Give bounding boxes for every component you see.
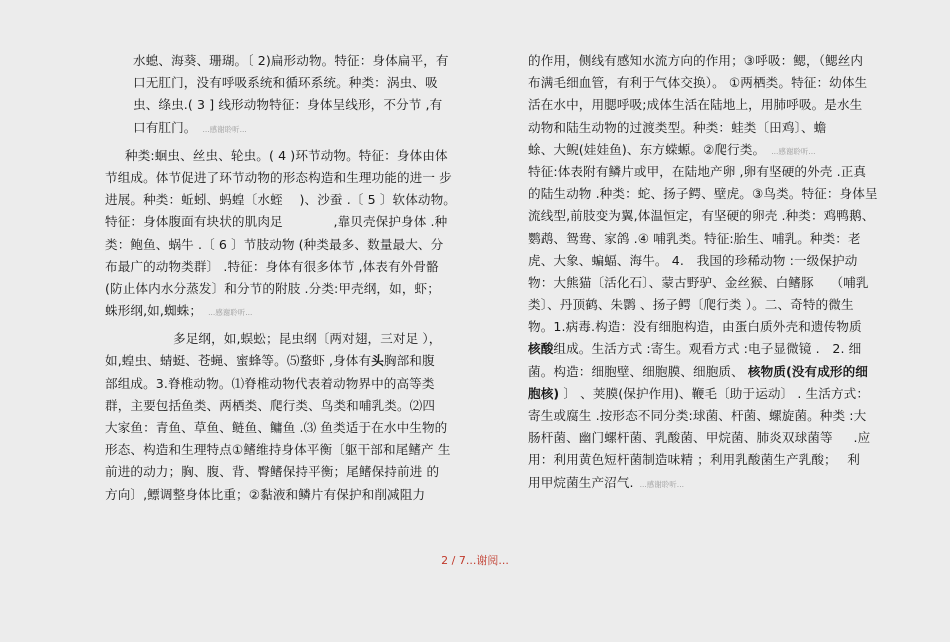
page-footer: 2 / 7...谢阅... [441,554,509,567]
text-span: 如,蝗虫、蜻蜓、苍蝇、蜜蜂等。⑸蝥虾 ,身体有 [105,353,372,369]
text-line [528,405,900,427]
text-line [105,417,477,439]
text-line [528,316,900,338]
text-span: 特征：身体腹面有块状的肌肉足 ,靠贝壳保护身体 .种 [105,214,448,230]
text-span: 的陆生动物 .种类：蛇、扬子鳄、壁虎。③鸟类。特征：身体呈 [528,186,878,202]
text-span: 口无肛门，没有呼吸系统和循环系统。种类：涡虫、吸 [133,75,438,91]
text-line [528,50,900,72]
text-span: 群，主要包括鱼类、两栖类、爬行类、鸟类和哺乳类。⑵四 [105,397,436,413]
text-span: 用甲烷菌生产沼气. [528,474,634,490]
text-span: 寄生或腐生 .按形态不同分类:球菌、杆菌、螺旋菌。种类 :大 [528,408,867,423]
thanks-note: ...感谢聆听... [639,479,684,489]
text-line [105,50,477,72]
thanks-note: ...感谢聆听... [208,308,253,318]
text-span: 部组成。3.脊椎动物。⑴脊椎动物代表着动物界中的高等类 [105,375,435,391]
text-line [105,395,477,417]
text-span: 口有肛门。 [133,119,197,135]
text-span: 物。1.病毒.构造：没有细胞构造，由蛋白质外壳和遗传物质 [528,319,862,335]
text-line [105,373,477,395]
text-span: 前进的动力；胸、腹、背、臀鳍保持平衡；尾鳍保持前进 的 [105,464,440,480]
text-line [105,278,477,300]
thanks-note: ...感谢聆听... [202,124,247,134]
bold-text: 胞核) [528,385,560,401]
text-line [528,117,900,139]
text-span: 种类:蛔虫、丝虫、轮虫。( 4 )环节动物。特征：身体由体 [125,147,448,163]
text-line [105,189,477,211]
text-span: 进展。种类：蚯蚓、蚂蝗〔水蛭 )、沙蚕 .〔 5 〕软体动物。 [105,192,456,208]
text-span: 活在水中，用腮呼吸;成体生活在陆地上，用肺呼吸。是水生 [528,97,863,113]
text-span: 的作用，侧线有感知水流方向的作用；③呼吸：鳃，（鳃丝内 [528,53,864,68]
text-span: 大家鱼：青鱼、草鱼、鲢鱼、鳙鱼 .⑶ 鱼类适于在水中生物的 [105,420,448,435]
text-line [105,72,477,94]
text-line [105,256,477,278]
text-span: 水螅、海葵、珊瑚。〔 2)扁形动物。特征：身体扁平，有 [133,53,449,68]
text-span: 多足纲，如,蜈蚣；昆虫纲〔两对翅，三对足 ）， [173,331,442,347]
thanks-note: ...感谢聆听... [771,146,816,156]
text-line [528,205,900,227]
text-line [105,94,477,116]
text-span: 类〕、丹顶鹤、朱鹮 、扬子鳄〔爬行类 ）。二、奇特的微生 [528,297,854,313]
text-line [528,72,900,94]
text-line [528,449,900,471]
text-line [105,461,477,483]
text-span: 物：大熊猫〔活化石〕、蒙古野驴、金丝猴、白鳍豚 （哺乳 [528,274,869,290]
text-span: 鹦鹉、鸳鸯、家鸽 .④ 哺乳类。特征:胎生、哺乳。种类：老 [528,230,861,246]
text-span: 蜍、大鲵(娃娃鱼)、东方蝾螈。②爬行类。 [528,141,766,157]
text-span: 方向〕,鳔调整身体比重；②黏液和鳞片有保护和削减阻力 [105,486,426,502]
text-line [105,484,477,506]
text-line [105,300,477,322]
text-line [105,117,477,139]
text-line [105,439,477,461]
right-text-column [528,50,900,494]
text-span: 动物和陆生动物的过渡类型。种类：蛙类〔田鸡〕、蟾 [528,119,827,135]
text-span: 蛛形纲,如,蜘蛛； [105,303,203,319]
text-line [105,234,477,256]
text-line [105,167,477,189]
text-span: 类：鲍鱼、蜗牛 .〔 6 〕节肢动物 (种类最多、数量最大、分 [105,236,444,252]
text-span: 肠杆菌、幽门螺杆菌、乳酸菌、甲烷菌、肺炎双球菌等 .应 [528,430,871,446]
text-line [528,472,900,494]
text-line [528,427,900,449]
text-line [528,361,900,383]
text-span: 胸部和腹 [383,353,435,369]
left-text-column [105,50,477,506]
text-span: 菌。构造：细胞壁、细胞膜、细胞质、 [528,363,748,379]
text-span: 节组成。体节促进了环节动物的形态构造和生理功能的进一 步 [105,169,452,185]
text-span: 〕 、荚膜(保护作用)、鞭毛〔助于运动〕 . 生活方式： [559,385,870,401]
text-line [528,183,900,205]
text-line [528,250,900,272]
text-span: 用：利用黄色短杆菌制造味精 ；利用乳酸菌生产乳酸； 利 [528,452,860,468]
text-span: (防止体内水分蒸发〕和分节的附肢 .分类:甲壳纲，如，虾； [105,280,440,296]
text-line [105,211,477,233]
text-line [528,272,900,294]
text-line [528,94,900,116]
text-span: 虫、绦虫.( 3 ] 线形动物特征：身体呈线形，不分节 ,有 [133,97,443,113]
text-line [528,228,900,250]
text-line [105,328,477,350]
text-span: 虎、大象、蝙蝠、海牛。 4. 我国的珍稀动物 :一级保护动 [528,252,858,268]
text-span: 流线型,前肢变为翼,体温恒定，有坚硬的卵壳 .种类：鸡鸭鹅、 [528,208,875,224]
bold-text: 核酸 [528,341,554,357]
text-span: 组成。生活方式 :寄生。观看方式 :电子显微镜 . 2. 细 [553,341,862,357]
text-line [105,350,477,372]
text-span: 形态、构造和生理特点①鳍维持身体平衡〔躯干部和尾鳍产 生 [105,442,451,458]
text-span: 特征:体表附有鳞片或甲，在陆地产卵 ,卵有坚硬的外壳 .正真 [528,163,867,179]
text-line [528,294,900,316]
text-line [528,383,900,405]
text-span: 布满毛细血管，有利于气体交换）。 ①两栖类。特征：幼体生 [528,75,868,91]
text-span: 布最广的动物类群〕 .特征：身体有很多体节 ,体表有外骨骼 [105,258,439,274]
bold-text: 头 [371,353,384,369]
text-line [105,145,477,167]
text-line [528,338,900,360]
text-line [528,139,900,161]
bold-text: 核物质(没有成形的细 [747,363,869,379]
text-line [528,161,900,183]
